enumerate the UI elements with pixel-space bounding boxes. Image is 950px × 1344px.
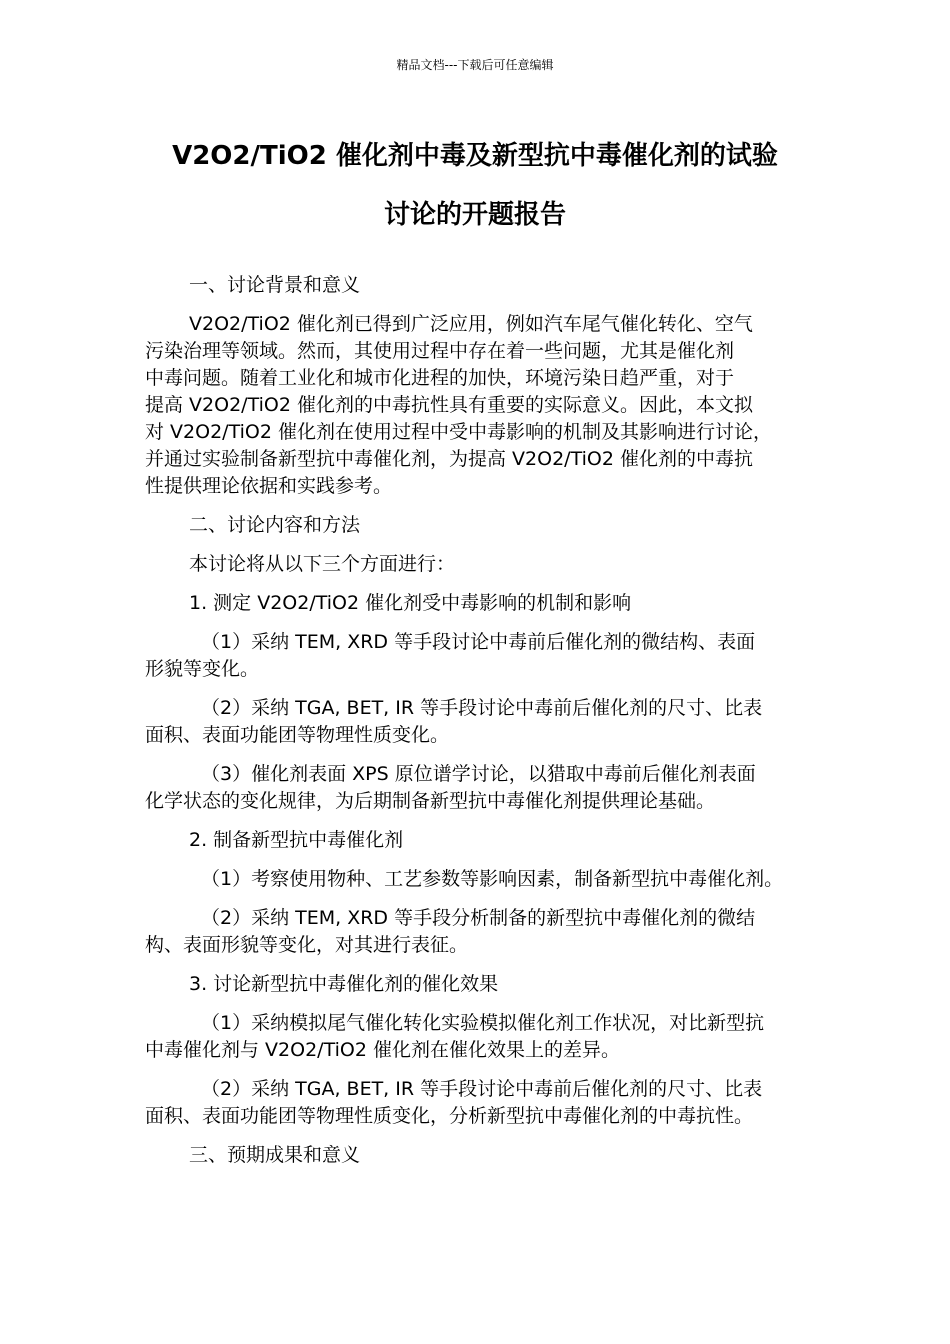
paragraph-line: 对 V2O2/TiO2 催化剂在使用过程中受中毒影响的机制及其影响进行讨论， — [145, 421, 772, 443]
paragraph-line: 性提供理论依据和实践参考。 — [145, 475, 393, 497]
paragraph-line: （2）采纳 TEM, XRD 等手段分析制备的新型抗中毒催化剂的微结 — [201, 907, 756, 929]
item-1-title: 1. 测定 V2O2/TiO2 催化剂受中毒影响的机制和影响 — [189, 592, 632, 614]
paragraph-line: 中毒问题。随着工业化和城市化进程的加快，环境污染日趋严重，对于 — [145, 367, 735, 389]
paragraph-line: 并通过实验制备新型抗中毒催化剂，为提高 V2O2/TiO2 催化剂的中毒抗 — [145, 448, 753, 470]
paragraph-line: （2）采纳 TGA, BET, IR 等手段讨论中毒前后催化剂的尺寸、比表 — [201, 1078, 763, 1100]
section-heading-expected-results: 三、预期成果和意义 — [189, 1144, 361, 1166]
item-3-sub-2 — [145, 1076, 810, 1130]
paragraph-line: （2）采纳 TGA, BET, IR 等手段讨论中毒前后催化剂的尺寸、比表 — [201, 697, 763, 719]
title-line-2: 讨论的开题报告 — [383, 200, 566, 230]
item-2-sub-2 — [145, 905, 810, 959]
document-body — [145, 272, 810, 1169]
paragraph-line: （1）采纳模拟尾气催化转化实验模拟催化剂工作状况，对比新型抗 — [201, 1012, 765, 1034]
paragraph-line: 构、表面形貌等变化，对其进行表征。 — [145, 934, 469, 956]
paragraph-line: 面积、表面功能团等物理性质变化，分析新型抗中毒催化剂的中毒抗性。 — [145, 1105, 754, 1127]
methods-intro: 本讨论将从以下三个方面进行： — [189, 553, 456, 575]
section-heading-background: 一、讨论背景和意义 — [189, 274, 361, 296]
paragraph-line: 中毒催化剂与 V2O2/TiO2 催化剂在催化效果上的差异。 — [145, 1039, 620, 1061]
paragraph-line: 面积、表面功能团等物理性质变化。 — [145, 724, 450, 746]
section-heading-content-methods: 二、讨论内容和方法 — [189, 514, 361, 536]
paragraph-line: 化学状态的变化规律，为后期制备新型抗中毒催化剂提供理论基础。 — [145, 790, 716, 812]
paragraph-line: 污染治理等领域。然而，其使用过程中存在着一些问题，尤其是催化剂 — [145, 340, 735, 362]
title-line-1: V2O2/TiO2 催化剂中毒及新型抗中毒催化剂的试验 — [172, 141, 778, 171]
item-2-sub-1 — [145, 866, 810, 893]
item-3-title: 3. 讨论新型抗中毒催化剂的催化效果 — [189, 973, 499, 995]
paragraph-line: （1）采纳 TEM, XRD 等手段讨论中毒前后催化剂的微结构、表面 — [201, 631, 756, 653]
header-note: 精品文档---下载后可任意编辑 — [396, 58, 554, 72]
item-1-sub-3 — [145, 761, 810, 815]
background-paragraph — [145, 311, 810, 500]
paragraph-line: 提高 V2O2/TiO2 催化剂的中毒抗性具有重要的实际意义。因此，本文拟 — [145, 394, 753, 416]
item-1-sub-1 — [145, 629, 810, 683]
paragraph-line: （1）考察使用物种、工艺参数等影响因素，制备新型抗中毒催化剂。 — [201, 868, 784, 890]
item-3-sub-1 — [145, 1010, 810, 1064]
item-1-sub-2 — [145, 695, 810, 749]
item-2-title: 2. 制备新型抗中毒催化剂 — [189, 829, 404, 851]
paragraph-line: V2O2/TiO2 催化剂已得到广泛应用，例如汽车尾气催化转化、空气 — [189, 313, 753, 335]
paragraph-line: （3）催化剂表面 XPS 原位谱学讨论，以猎取中毒前后催化剂表面 — [201, 763, 756, 785]
paragraph-line: 形貌等变化。 — [145, 658, 260, 680]
